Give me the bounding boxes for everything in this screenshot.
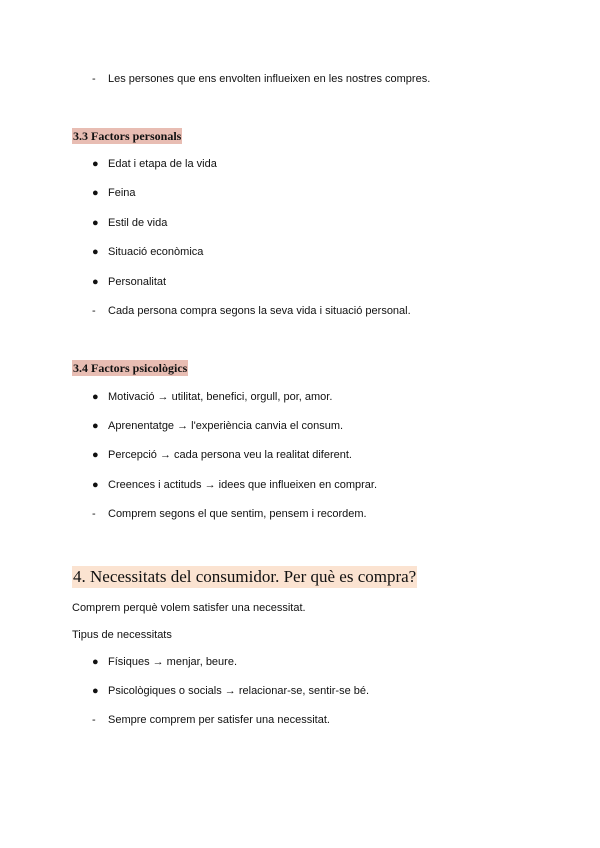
list-item: Edat i etapa de la vida — [108, 158, 217, 170]
bullet-dot: ● — [92, 158, 99, 170]
bullet-dot: ● — [92, 656, 99, 668]
list-item: Aprenentatge → l'experiència canvia el consum. — [108, 420, 344, 432]
bullet-dot: ● — [92, 420, 99, 432]
list-item: Situació econòmica — [108, 246, 204, 258]
list-item: Psicològiques o socials → relacionar-se, sentir-se bé. — [108, 685, 370, 697]
bullet-dot: ● — [92, 276, 99, 288]
section-4-title: 4. Necessitats del consumidor. Per què es compra? — [73, 567, 417, 586]
list-item: Creences i actituds → idees que influeixen en comprar. — [108, 479, 378, 491]
bullet-dot: ● — [92, 685, 99, 697]
bullet-dot: ● — [92, 479, 99, 491]
top-note: Les persones que ens envolten influeixen en les nostres compres. — [108, 73, 431, 85]
dash-bullet: - — [92, 73, 96, 85]
list-item: Feina — [108, 187, 136, 199]
section-3-4-note: Comprem segons el que sentim, pensem i recordem. — [108, 508, 367, 520]
list-item: Estil de vida — [108, 217, 168, 229]
dash-bullet: - — [92, 305, 96, 317]
section-3-3-title: 3.3 Factors personals — [73, 129, 182, 143]
section-4-intro: Comprem perquè volem satisfer una necessitat. — [72, 602, 306, 614]
bullet-dot: ● — [92, 246, 99, 258]
dash-bullet: - — [92, 508, 96, 520]
needs-types-label: Tipus de necessitats — [72, 629, 172, 641]
dash-bullet: - — [92, 714, 96, 726]
section-3-4-title: 3.4 Factors psicològics — [73, 361, 188, 375]
section-3-3-note: Cada persona compra segons la seva vida i situació personal. — [108, 305, 411, 317]
bullet-dot: ● — [92, 217, 99, 229]
bullet-dot: ● — [92, 449, 99, 461]
section-4-note: Sempre comprem per satisfer una necessitat. — [108, 714, 330, 726]
bullet-dot: ● — [92, 391, 99, 403]
bullet-dot: ● — [92, 187, 99, 199]
list-item: Físiques → menjar, beure. — [108, 656, 238, 668]
list-item: Personalitat — [108, 276, 167, 288]
list-item: Motivació → utilitat, benefici, orgull, por, amor. — [108, 391, 333, 403]
list-item: Percepció → cada persona veu la realitat diferent. — [108, 449, 352, 461]
